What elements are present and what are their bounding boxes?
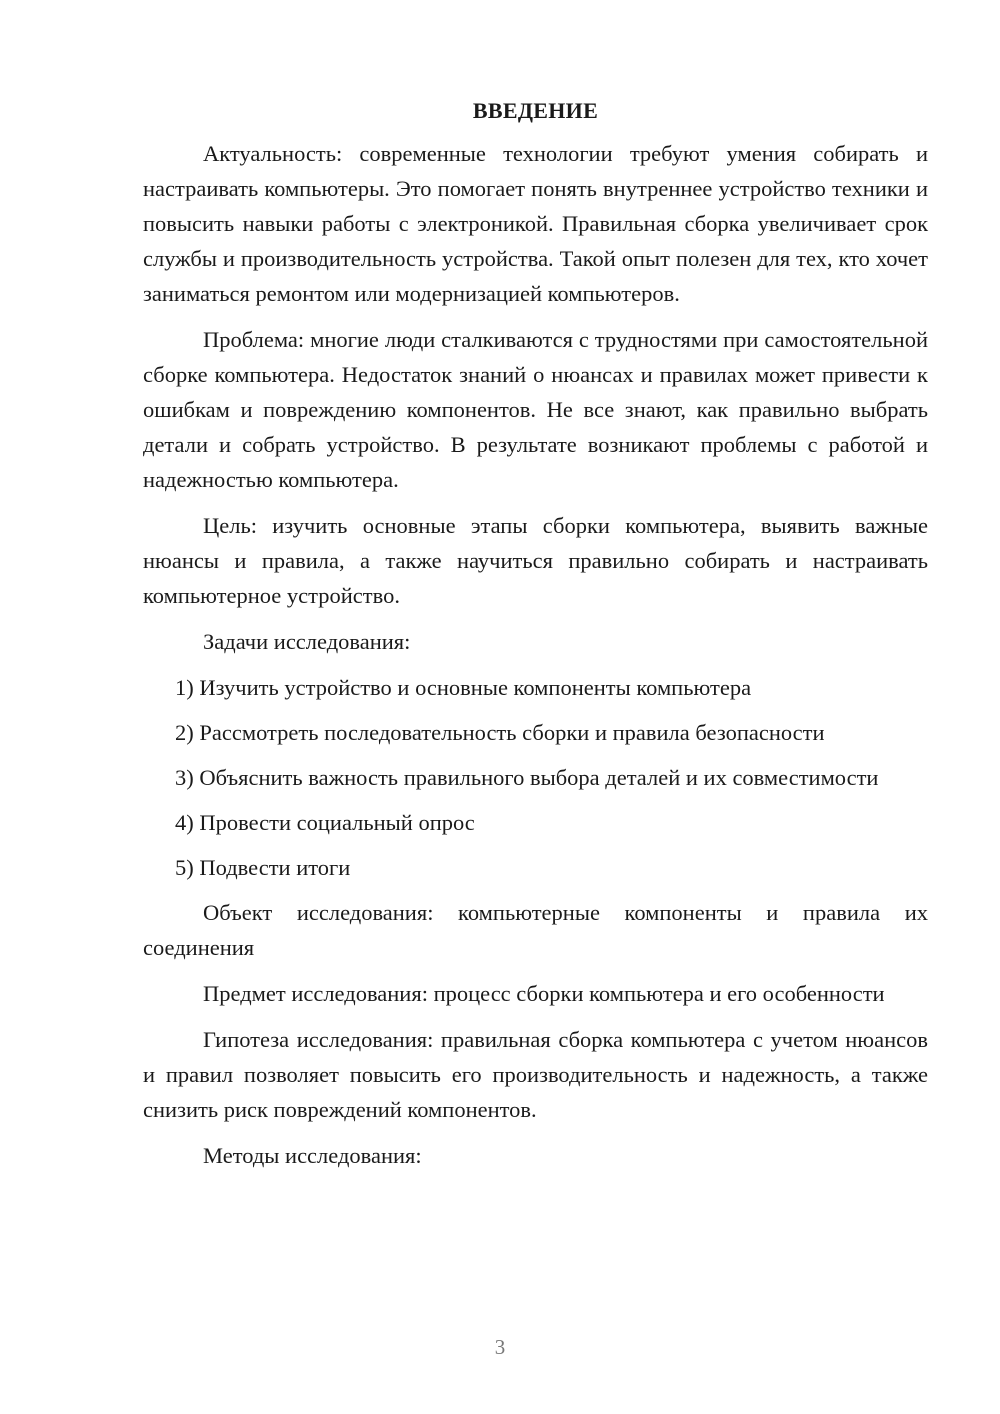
task-item: 3) Объяснить важность правильного выбора деталей и их совместимости [175, 765, 879, 790]
problem-paragraph: Проблема: многие люди сталкиваются с трудностями при самостоятельной сборке компьютера. Недостаток знаний о нюансах и правилах может привести к ошибкам и повреждению компонентов. Не все знают, как правильно выбрать детали и собрать устройство. В результате возникают проблемы с работой и надежностью компьютера. [143, 327, 928, 492]
task-item: 5) Подвести итоги [175, 855, 351, 880]
page-number: 3 [494, 1335, 506, 1359]
task-item: 1) Изучить устройство и основные компоненты компьютера [175, 675, 752, 700]
task-item: 2) Рассмотреть последовательность сборки и правила безопасности [175, 720, 825, 745]
subject-paragraph: Предмет исследования: процесс сборки компьютера и его особенности [203, 981, 885, 1006]
section-title: ВВЕДЕНИЕ [472, 98, 599, 123]
tasks-heading: Задачи исследования: [203, 629, 411, 654]
goal-paragraph: Цель: изучить основные этапы сборки компьютера, выявить важные нюансы и правила, а также научиться правильно собирать и настраивать компьютерное устройство. [143, 513, 928, 608]
document-page [143, 96, 928, 1184]
task-item: 4) Провести социальный опрос [175, 810, 475, 835]
hypothesis-paragraph: Гипотеза исследования: правильная сборка компьютера с учетом нюансов и правил позволяет повысить его производительность и надежность, а также снизить риск повреждений компонентов. [143, 1027, 928, 1122]
methods-heading: Методы исследования: [203, 1143, 422, 1168]
relevance-paragraph: Актуальность: современные технологии требуют умения собирать и настраивать компьютеры. Это помогает понять внутреннее устройство техники и повысить навыки работы с электроникой. Правильная сборка увеличивает срок службы и производительность устройства. Такой опыт полезен для тех, кто хочет заниматься ремонтом или модернизацией компьютеров. [143, 141, 928, 306]
object-paragraph: Объект исследования: компьютерные компоненты и правила их соединения [143, 900, 928, 960]
